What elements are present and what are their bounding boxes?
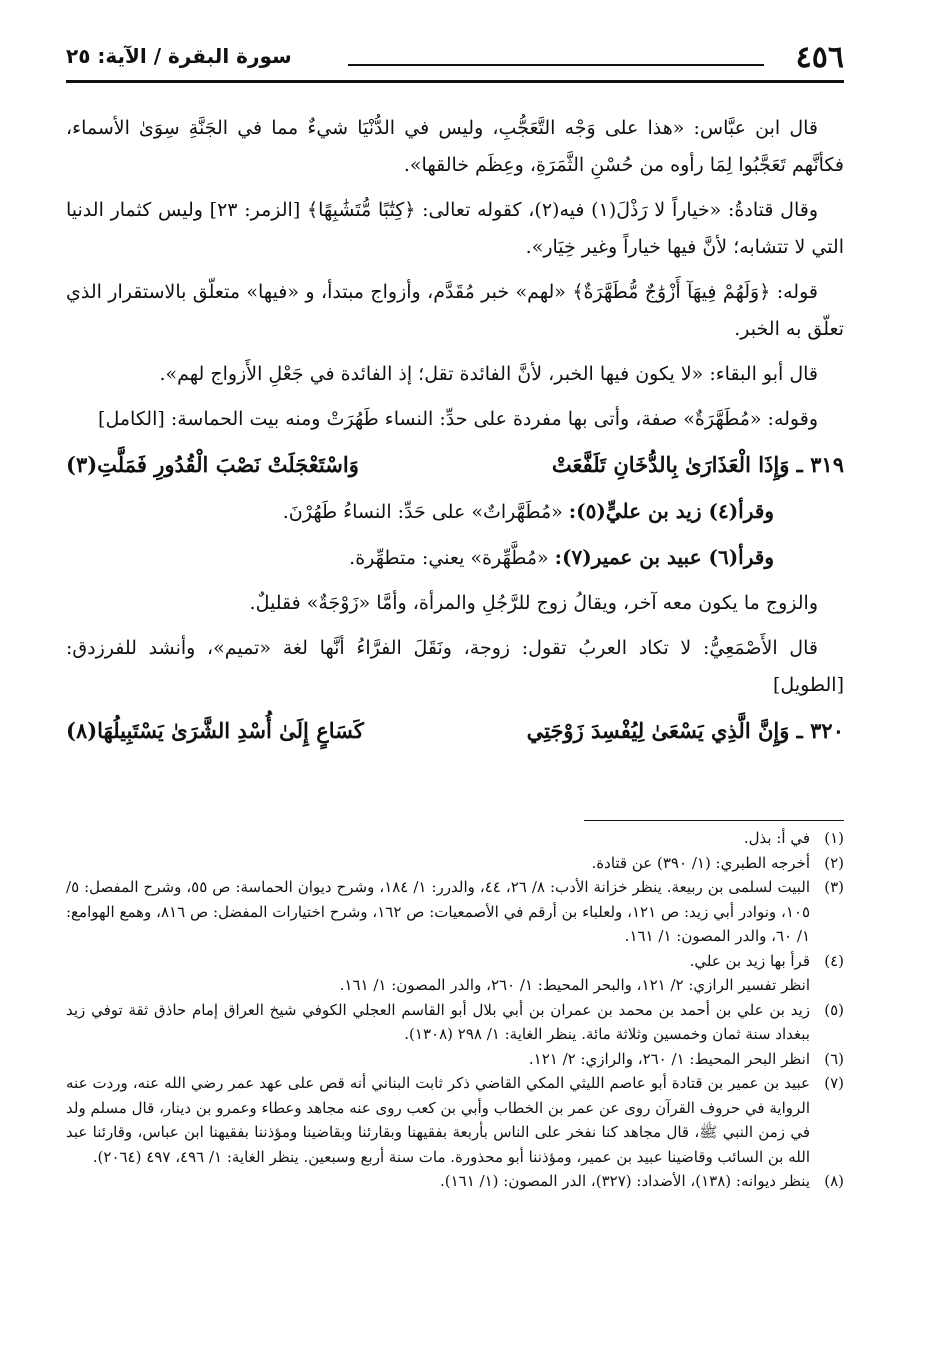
verse-319-first-hemistich: ٣١٩ ـ وَإِذَا الْعَذَارَىٰ بِالدُّخَانِ تَلَفَّعَتْ xyxy=(551,452,844,477)
footnote-number: (٢) xyxy=(824,853,844,872)
reading-ubayd xyxy=(66,539,844,577)
footnote-number: (٤) xyxy=(824,951,844,970)
verse-319-second-hemistich: وَاسْتَعْجَلَتْ نَصْبَ الْقُدُورِ فَمَلَّتِ(٣) xyxy=(66,452,359,477)
footnote-text: في أ: بذل. xyxy=(743,829,810,847)
footnote-4 xyxy=(66,949,844,974)
footnote-text: عبيد بن عمير بن قتادة أبو عاصم الليثي المكي القاضي ذكر ثابت البناني أنه قص على عهد عمر رضي الله عنه، وردت عنه الرواية في حروف القرآن روى عن عمر بن الخطاب وأبي بن كعب روى عنه مجاهد وعطاء وعمرو بن دينار، قال مسلم ولد في زمن النبي ﷺ، قال مجاهد كنا نفخر على الناس بأربعة بفقيهنا وبقارئنا وبقاضينا ومؤذننا بفقيهنا ابن عباس، وقارئنا عبد الله بن السائب وقاضينا عبيد بن عمير، ومؤذننا أبو محذورة. مات سنة أربع وسبعين. ينظر الغاية: ١/ ٤٩٦، ٤٩٧ (٢٠٦٤). xyxy=(66,1074,810,1166)
footnote-number: (١) xyxy=(824,829,844,847)
paragraph-zawj: والزوج ما يكون معه آخر، ويقالُ زوج للرَّجُلِ والمرأة، وأمَّا «زَوْجَةٌ» فقليلٌ. xyxy=(249,592,818,614)
footnote-text: ينظر ديوانه: (١٣٨)، الأضداد: (٣٢٧)، الدر المصون: (١/ ١٦١). xyxy=(439,1172,810,1190)
footnote-text: زيد بن علي بن أحمد بن محمد بن عمران بن أبي بلال أبو القاسم العجلي الكوفي شيخ العراق إمام حاذق ثقة توفي زيد ببغداد سنة ثمان وخمسين وثلاثة مائة. ينظر الغاية: ١/ ٢٩٨ (١٣٠٨). xyxy=(66,1000,810,1043)
footnote-number: (٣) xyxy=(824,878,844,896)
footnote-8 xyxy=(66,1169,844,1194)
header-rule xyxy=(348,64,764,66)
footnote-text: البيت لسلمى بن ربيعة. ينظر خزانة الأدب: ٨/ ٢٦، ٤٤، والدرر: ١/ ١٨٤، وشرح ديوان الحماسة: ص ٥٥، وشرح المفصل: ٥/ ١٠٥، ونوادر أبي زيد: ص ١٢١، ولعلباء بن أرقم في الأصمعيات: ص ١٦٢، وشرح اختيارات المفضل: ص ٨١٦، وهمع الهوامع: ١/ ٦٠، والدر المصون: ١/ ١٦١. xyxy=(66,878,811,945)
footnote-number: (٦) xyxy=(824,1049,844,1068)
poetry-verse-319 xyxy=(66,446,844,483)
footnote-4-continuation: انظر تفسير الرازي: ٢/ ١٢١، والبحر المحيط: ١/ ٢٦٠، والدر المصون: ١/ ١٦١. xyxy=(339,976,810,994)
footnote-2 xyxy=(66,851,844,876)
footnote-1 xyxy=(66,826,844,851)
footnote-number: (٨) xyxy=(824,1172,844,1190)
footnote-separator xyxy=(584,820,844,821)
footnote-number: (٧) xyxy=(824,1074,844,1092)
reading-ubayd-text: «مُطَّهِّرة» يعني: متطهِّرة. xyxy=(349,547,549,569)
footnote-3 xyxy=(66,875,844,949)
reading-zayd xyxy=(66,493,844,531)
verse-320-second-hemistich: كَسَاعٍ إِلَىٰ أُسْدِ الشَّرَىٰ يَسْتَبِيلُهَا(٨) xyxy=(66,718,364,743)
paragraph-qatada: وقال قتادةُ: «خياراً لا رَذْلَ(١) فيه(٢)، كقوله تعالى: ﴿كِتَٰبًا مُّتَشَٰبِهًا﴾ [الزمر: ٢٣] وليس كثمار الدنيا التي لا تتشابه؛ لأنَّ فيها خياراً وغير خِيَار». xyxy=(66,199,844,258)
reading-zayd-label: وقرأ(٤) زيد بن عليٍّ(٥): xyxy=(568,499,774,523)
page-header xyxy=(66,40,844,83)
footnote-6 xyxy=(66,1047,844,1072)
paragraph-mutahhara: وقوله: «مُطَهَّرَةٌ» صفة، وأتى بها مفردة على حدِّ: النساء طَهُرَتْ ومنه بيت الحماسة: [الكامل] xyxy=(98,408,818,430)
verse-320-first-hemistich: ٣٢٠ ـ وَإِنَّ الَّذِي يَسْعَىٰ لِيُفْسِدَ زَوْجَتِي xyxy=(526,718,844,743)
page-number: ٤٥٦ xyxy=(795,40,844,75)
surah-title: سورة البقرة / الآية: ٢٥ xyxy=(66,44,292,68)
paragraph-azwaj: قوله: ﴿وَلَهُمْ فِيهَآ أَزْوَٰجٌ مُّطَهَّرَةٌ﴾ «لهم» خبر مُقَدَّم، وأزواج مبتدأ، و «فيها» متعلّق بالاستقرار الذي تعلّق به الخبر. xyxy=(66,281,844,340)
paragraph-ibn-abbas: قال ابن عبَّاس: «هذا على وَجْه التَّعَجُّبِ، وليس في الدُّنْيَا شيءٌ مما في الجَنَّةِ سِوَىٰ الأسماء، فكأنَّهم تَعَجَّبُوا لِمَا رأوه من حُسْنِ الثَّمَرَةِ، وعِظَم خالقها». xyxy=(66,117,844,176)
footnote-5 xyxy=(66,998,844,1047)
footnotes xyxy=(66,826,844,1194)
footnote-7 xyxy=(66,1071,844,1169)
paragraph-abu-albaqa: قال أبو البقاء: «لا يكون فيها الخبر، لأنَّ الفائدة تقل؛ إذ الفائدة في جَعْلِ الأَزواج لهم». xyxy=(159,363,818,385)
footnote-text: أخرجه الطبري: (١/ ٣٩٠) عن قتادة. xyxy=(591,853,810,872)
main-text xyxy=(66,110,844,759)
footnote-number: (٥) xyxy=(824,1000,844,1019)
footnote-text: انظر البحر المحيط: ١/ ٢٦٠، والرازي: ٢/ ١٢١. xyxy=(528,1049,810,1068)
reading-ubayd-label: وقرأ(٦) عبيد بن عمير(٧): xyxy=(554,545,774,569)
paragraph-asmai: قال الأَصْمَعِيُّ: لا تكاد العربُ تقول: زوجة، ونَقَلَ الفرَّاءُ أنَّها لغة «تميم»، وأنشد للفرزدق: [الطويل] xyxy=(66,637,844,696)
footnote-text: قرأ بها زيد بن علي. xyxy=(689,951,810,970)
poetry-verse-320 xyxy=(66,712,844,749)
reading-zayd-text: «مُطَهَّراتٌ» على حَدِّ: النساءُ طَهُرْنَ. xyxy=(282,501,563,523)
